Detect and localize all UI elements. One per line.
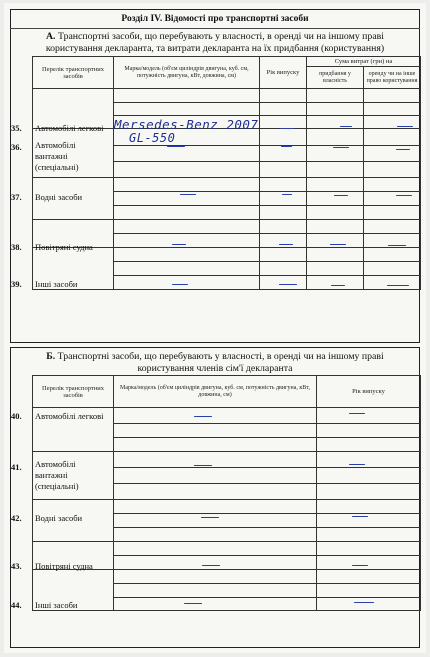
part-b-title-line1: Транспортні засоби, що перебувають у власності, в оренді чи на іншому праві (57, 351, 384, 362)
empty-mark (194, 465, 212, 466)
empty-mark (352, 565, 368, 566)
model-handwritten: Mersedes-Benz 2007 (114, 117, 259, 132)
row-number: 37. (11, 192, 22, 202)
table-row (33, 89, 421, 103)
header-sum: Сума витрат (грн) на (307, 57, 421, 67)
empty-mark (354, 602, 374, 603)
row-number: 42. (11, 513, 22, 523)
empty-mark (330, 244, 346, 245)
empty-mark (279, 244, 293, 245)
model-handwritten: GL-550 (129, 131, 176, 145)
empty-mark (172, 244, 186, 245)
row-number: 39. (11, 279, 22, 289)
empty-mark (396, 149, 410, 150)
header-year: Рік випуску (317, 376, 421, 408)
empty-mark (349, 464, 365, 465)
section-title: Розділ IV. Відомості про транспортні засоби (121, 14, 309, 24)
part-a-title-line1: Транспортні засоби, що перебувають у власності, в оренді чи на іншому праві (57, 31, 385, 42)
empty-mark (280, 128, 294, 129)
part-b-title-line2: користування членів сім'ї декларанта (137, 363, 293, 374)
table-row (33, 500, 421, 514)
row-category: Автомобілі легкові (35, 411, 104, 421)
empty-mark (397, 126, 413, 127)
part-b-title (16, 351, 414, 375)
empty-mark (331, 285, 345, 286)
row-number: 44. (11, 600, 22, 610)
part-a-title-line2: користування декларанта, та витрати декларанта на їх придбання (користування) (45, 43, 385, 54)
row-number: 36. (11, 142, 22, 152)
row-number: 40. (11, 411, 22, 421)
empty-mark (333, 147, 349, 148)
row-category: Повітряні судна (35, 242, 93, 252)
part-a-title (16, 31, 414, 55)
empty-mark (388, 245, 406, 246)
empty-mark (396, 195, 412, 196)
row-number: 43. (11, 561, 22, 571)
header-rent: оренду чи на інше право користування (364, 67, 421, 89)
row-category: Інші засоби (35, 279, 78, 289)
empty-mark (180, 194, 196, 195)
row-number: 38. (11, 242, 22, 252)
empty-mark (349, 413, 365, 414)
empty-mark (184, 603, 202, 604)
header-model: Марка/модель (об'єм циліндрів двигуна, куб. см, потужність двигуна, кВт, довжина, см) (114, 376, 317, 408)
empty-mark (201, 517, 219, 518)
declaration-page (4, 3, 426, 653)
empty-mark (282, 194, 292, 195)
header-list: Перелік транспортних засобів (33, 376, 114, 408)
empty-mark (340, 126, 352, 127)
row-category: Автомобілі вантажні (спеціальні) (35, 459, 79, 491)
row-category: Водні засоби (35, 513, 83, 523)
row-number: 35. (11, 123, 22, 133)
row-category: Інші засоби (35, 600, 78, 610)
header-year: Рік випуску (260, 57, 307, 89)
row-category: Водні засоби (35, 192, 83, 202)
table-row (33, 178, 421, 192)
table-row (33, 220, 421, 234)
empty-mark (279, 284, 297, 285)
empty-mark (334, 195, 348, 196)
empty-mark (172, 284, 188, 285)
table-row (33, 542, 421, 556)
part-a-letter: А. (45, 31, 56, 42)
header-purchase: придбання у власність (307, 67, 364, 89)
title-divider (10, 28, 420, 29)
header-model: Марка/модель (об'єм циліндрів двигуна, куб. см, потужність двигуна, кВт, довжина, см) (114, 57, 260, 89)
empty-mark (202, 565, 220, 566)
empty-mark (167, 146, 185, 147)
row-category: Автомобілі вантажні (спеціальні) (35, 140, 79, 172)
empty-mark (281, 146, 292, 147)
empty-mark (194, 416, 212, 417)
row-category: Автомобілі легкові (35, 123, 104, 133)
row-number: 41. (11, 462, 22, 472)
part-b-letter: Б. (46, 351, 56, 362)
empty-mark (387, 285, 409, 286)
empty-mark (352, 516, 368, 517)
row-category: Повітряні судна (35, 561, 93, 571)
header-list: Перелік транспортних засобів (33, 57, 114, 89)
part-a-table (32, 56, 421, 290)
